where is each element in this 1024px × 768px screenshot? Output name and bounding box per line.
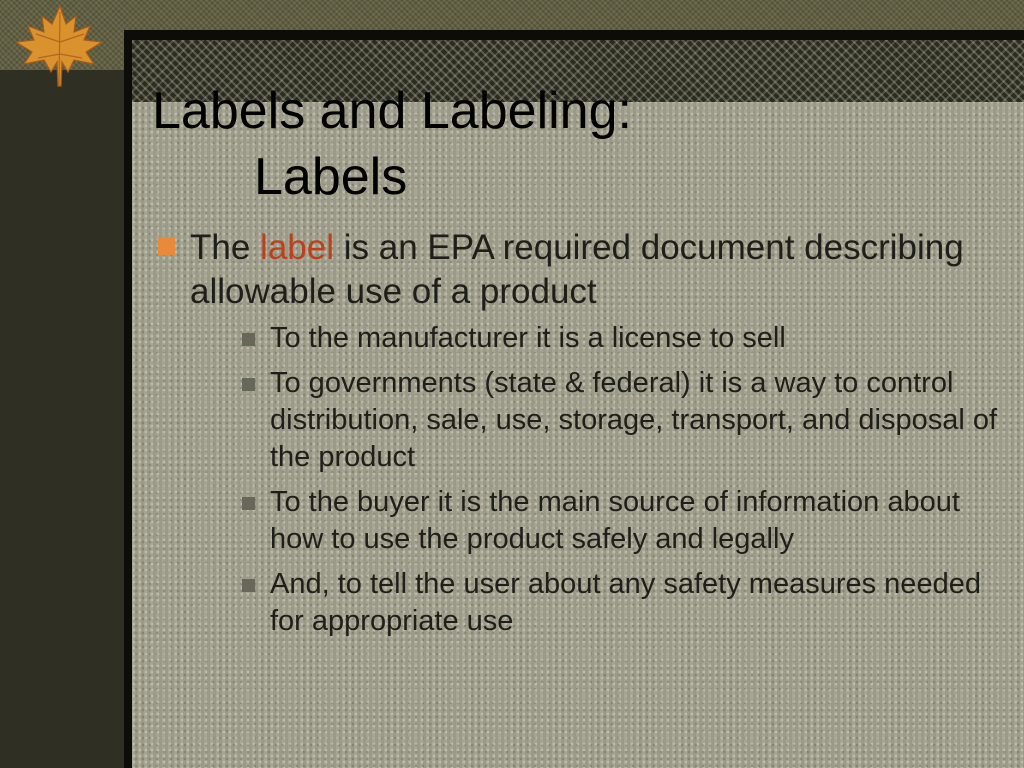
square-bullet-icon	[242, 378, 255, 391]
left-band	[0, 70, 124, 768]
sub-bullet-item	[190, 365, 1004, 476]
sub-bullet-text: To governments (state & federal) it is a way to control distribution, sale, use, storage, transport, and disposal of the product	[270, 367, 998, 473]
sub-bullet-text: To the manufacturer it is a license to sell	[270, 322, 786, 354]
main-text-before: The	[190, 228, 261, 267]
slide-content	[154, 226, 1004, 648]
main-bullet-list	[154, 226, 1004, 640]
slide	[132, 40, 1024, 768]
sub-bullet-item	[190, 320, 1004, 357]
highlighted-term: label	[260, 228, 334, 267]
sub-bullet-item	[190, 484, 1004, 558]
title-line-1: Labels and Labeling:	[152, 82, 632, 140]
sub-bullet-text: And, to tell the user about any safety measures needed for appropriate use	[270, 568, 981, 637]
square-bullet-icon	[158, 238, 175, 255]
sub-bullet-text: To the buyer it is the main source of information about how to use the product safely and legally	[270, 486, 960, 555]
square-bullet-icon	[242, 579, 255, 592]
title-line-2: Labels	[254, 148, 408, 206]
sub-bullet-item	[190, 566, 1004, 640]
maple-leaf-icon	[6, 2, 114, 88]
square-bullet-icon	[242, 497, 255, 510]
main-text-after: is an EPA required document describing allowable use of a product	[190, 228, 964, 311]
slide-title	[152, 78, 632, 210]
square-bullet-icon	[242, 333, 255, 346]
main-bullet-item	[154, 226, 1004, 640]
sub-bullet-list	[190, 320, 1004, 640]
